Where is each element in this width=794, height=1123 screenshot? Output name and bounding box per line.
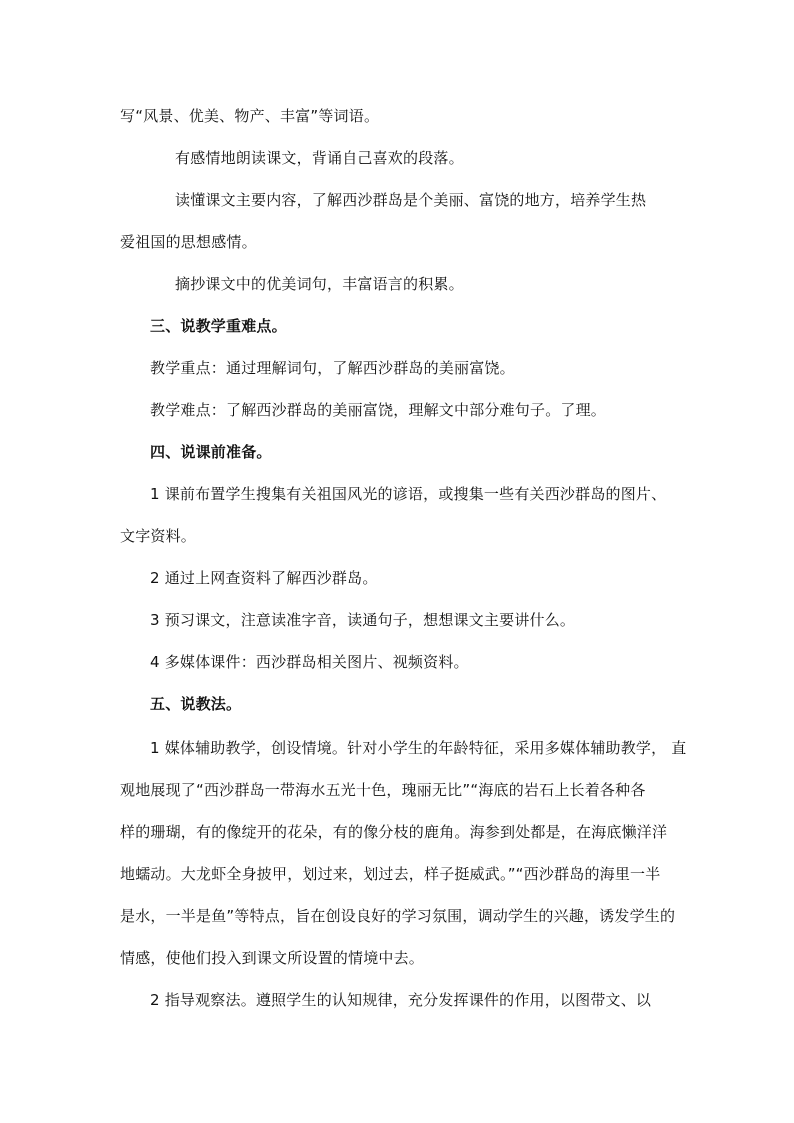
paragraph-line: 3 预习课文，注意读准字音，读通句子，想想课文主要讲什么。 xyxy=(150,611,576,629)
paragraph-line: 是水，一半是鱼”等特点，旨在创设良好的学习氛围，调动学生的兴趣，诱发学生的 xyxy=(120,907,676,925)
paragraph-line: 1 媒体辅助教学，创设情境。针对小学生的年龄特征，采用多媒体辅助教学， 直 xyxy=(150,739,687,757)
paragraph-line: 读懂课文主要内容，了解西沙群岛是个美丽、富饶的地方，培养学生热 xyxy=(175,191,647,209)
paragraph-line: 教学重点：通过理解词句，了解西沙群岛的美丽富饶。 xyxy=(150,359,515,377)
paragraph-line: 2 指导观察法。遵照学生的认知规律，充分发挥课件的作用，以图带文、以 xyxy=(150,991,652,1009)
paragraph-line: 1 课前布置学生搜集有关祖国风光的谚语，或搜集一些有关西沙群岛的图片、 xyxy=(150,485,667,503)
paragraph-line: 情感，使他们投入到课文所设置的情境中去。 xyxy=(120,949,425,967)
section-heading: 五、说教法。 xyxy=(150,695,242,713)
paragraph-line: 教学难点：了解西沙群岛的美丽富饶，理解文中部分难句子。了理。 xyxy=(150,401,607,419)
section-heading: 三、说教学重难点。 xyxy=(150,317,287,335)
section-heading: 四、说课前准备。 xyxy=(150,443,272,461)
paragraph-line: 观地展现了“西沙群岛一带海水五光十色，瑰丽无比”“海底的岩石上长着各种各 xyxy=(120,781,646,799)
paragraph-line: 有感情地朗读课文，背诵自己喜欢的段落。 xyxy=(175,149,464,167)
paragraph-line: 地蠕动。大龙虾全身披甲，划过来，划过去，样子挺威武。”“西沙群岛的海里一半 xyxy=(120,865,661,883)
paragraph-line: 写“风景、优美、物产、丰富”等词语。 xyxy=(120,107,380,125)
paragraph-line: 2 通过上网查资料了解西沙群岛。 xyxy=(150,569,378,587)
paragraph-line: 4 多媒体课件：西沙群岛相关图片、视频资料。 xyxy=(150,653,469,671)
paragraph-line: 样的珊瑚，有的像绽开的花朵，有的像分枝的鹿角。海参到处都是，在海底懒洋洋 xyxy=(120,823,668,841)
paragraph-line: 文字资料。 xyxy=(120,527,197,545)
paragraph-line: 爱祖国的思想感情。 xyxy=(120,233,257,251)
paragraph-line: 摘抄课文中的优美词句，丰富语言的积累。 xyxy=(175,275,464,293)
